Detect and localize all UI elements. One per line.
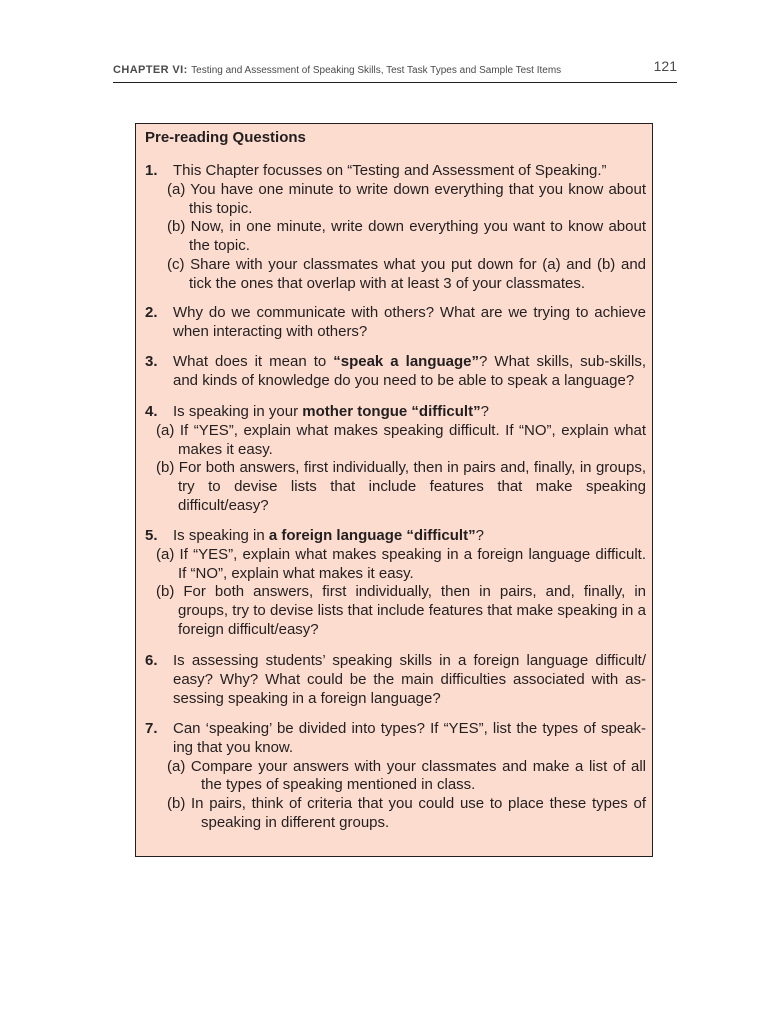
sub-question-b: (b) For both answers, first individually, then in pairs and, finally, in groups, try to devise lists that include features that make speaking difficult/easy? xyxy=(156,459,646,514)
sub-question-a: (a) Compare your answers with your classmates and make a list of all the types of speaking mentioned in class. xyxy=(167,757,646,794)
question-text-bold: a foreign language “difficult” xyxy=(268,527,476,544)
question-text-bold: “speak a language” xyxy=(333,353,480,370)
question-number: 3. xyxy=(145,353,158,370)
page-number: 121 xyxy=(653,58,677,74)
question-number: 6. xyxy=(145,652,158,669)
question-number: 5. xyxy=(145,527,158,544)
chapter-label: CHAPTER VI: xyxy=(113,64,188,76)
sub-question-b: (b) In pairs, think of criteria that you could use to place these types of speaking in different groups. xyxy=(167,795,646,831)
question-text: Why do we communicate with others? What are we trying to achieve when interacting with others? xyxy=(173,304,646,340)
question-text-post: ? What skills, sub-skills, and kinds of knowledge do you need to be able to speak a language? xyxy=(173,353,646,389)
question-number: 7. xyxy=(145,720,158,737)
question-4 xyxy=(145,403,646,516)
sub-question-b: (b) Now, in one minute, write down everything you want to know about the topic. xyxy=(167,218,646,255)
sub-question-c: (c) Share with your classmates what you put down for (a) and (b) and tick the ones that overlap with at least 3 of your classmates. xyxy=(167,255,646,292)
box-title: Pre-reading Questions xyxy=(145,129,306,146)
question-6 xyxy=(145,652,646,708)
question-3 xyxy=(145,353,646,391)
question-text: Can ‘speaking’ be divided into types? If “YES”, list the types of speak- ing that you know. xyxy=(173,720,646,756)
question-text-post: ? xyxy=(475,527,484,544)
question-text-post: ? xyxy=(480,403,489,420)
question-text xyxy=(173,527,646,546)
sub-question-b: (b) For both answers, first individually, then in pairs, and, finally, in groups, try to devise lists that include features that make speaking in a foreign difficult/easy? xyxy=(156,583,646,638)
question-text: This Chapter focusses on “Testing and Assessment of Speaking.” xyxy=(173,162,607,179)
sub-question-a: (a) If “YES”, explain what makes speaking in a foreign language difficult. If “NO”, explain what makes it easy. xyxy=(156,545,646,582)
question-text: Is assessing students’ speaking skills in a foreign language difficult/ easy? Why? What could be the main difficulties associated with as- sessing speaking in a foreign language? xyxy=(173,652,646,707)
question-text-pre: Is speaking in xyxy=(173,527,269,544)
sub-question-a: (a) If “YES”, explain what makes speaking difficult. If “NO”, explain what makes it easy. xyxy=(156,421,646,458)
question-7 xyxy=(145,720,646,833)
question-text xyxy=(173,403,646,422)
question-number: 4. xyxy=(145,403,158,420)
question-text-bold: mother tongue “difficult” xyxy=(302,403,481,420)
question-number: 2. xyxy=(145,304,158,321)
chapter-title: Testing and Assessment of Speaking Skills, Test Task Types and Sample Test Items xyxy=(191,65,562,76)
question-number: 1. xyxy=(145,162,158,179)
running-header xyxy=(113,60,677,83)
pre-reading-box xyxy=(135,123,653,857)
question-text xyxy=(173,353,646,391)
question-5 xyxy=(145,527,646,640)
question-text-pre: Is speaking in your xyxy=(173,403,303,420)
chapter-header xyxy=(113,64,561,76)
question-2 xyxy=(145,304,646,342)
question-1 xyxy=(145,162,646,294)
question-text-pre: What does it mean to xyxy=(173,353,334,370)
sub-question-a: (a) You have one minute to write down everything that you know about this topic. xyxy=(167,180,646,217)
